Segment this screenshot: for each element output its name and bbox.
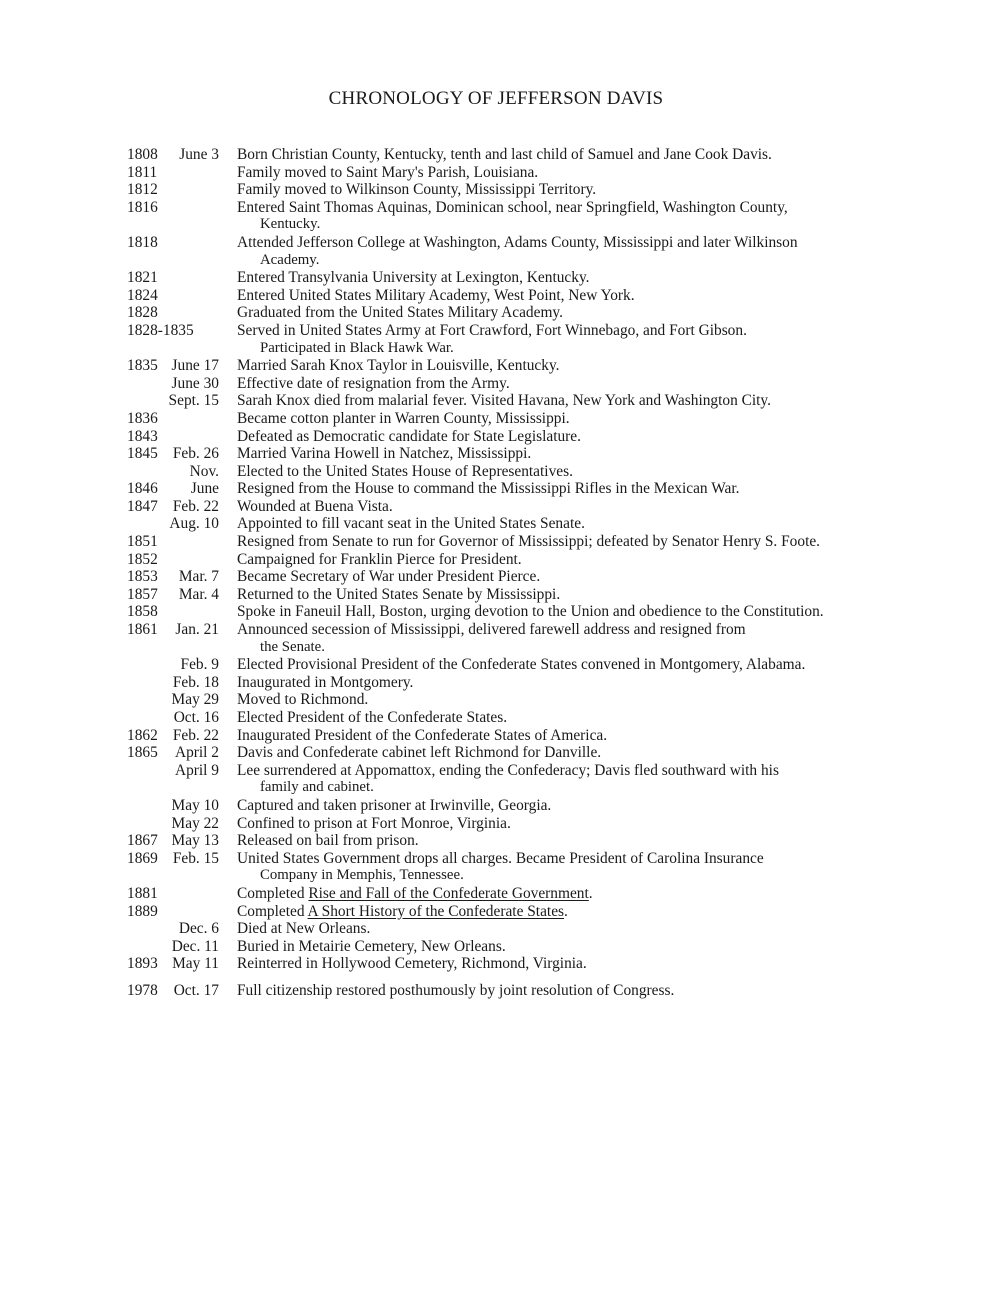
entry-text-end: . bbox=[588, 884, 593, 902]
entry-text: Served in United States Army at Fort Crawford, Fort Winnebago, and Fort Gibson. bbox=[237, 321, 747, 339]
entry-description bbox=[237, 164, 827, 182]
entry-date: Feb. 22 bbox=[172, 497, 219, 515]
chronology-entry bbox=[127, 181, 827, 199]
entry-text: Entered Saint Thomas Aquinas, Dominican school, near Springfield, Washington County, bbox=[237, 198, 788, 216]
entry-description bbox=[237, 621, 827, 656]
entry-date: Mar. 7 bbox=[178, 568, 219, 586]
entry-description bbox=[237, 287, 827, 305]
entry-continuation: Company in Memphis, Tennessee. bbox=[260, 867, 464, 884]
entry-description bbox=[237, 428, 827, 446]
chronology-entry bbox=[127, 322, 827, 357]
entry-year: 1828-1835 bbox=[127, 321, 194, 339]
entry-text: Appointed to fill vacant seat in the United States Senate. bbox=[237, 515, 585, 533]
chronology-entry bbox=[127, 146, 827, 164]
entry-text: Died at New Orleans. bbox=[237, 920, 371, 938]
entry-description bbox=[237, 982, 827, 1000]
book-title: Rise and Fall of the Confederate Government bbox=[308, 884, 589, 902]
entry-date: Feb. 22 bbox=[172, 726, 219, 744]
entry-description bbox=[237, 304, 827, 322]
entry-date: June 30 bbox=[171, 374, 219, 392]
entry-description bbox=[237, 762, 827, 797]
entry-date: May 11 bbox=[172, 955, 219, 973]
entry-description bbox=[237, 551, 827, 569]
entry-description bbox=[237, 850, 827, 885]
entry-description bbox=[237, 533, 827, 551]
entry-description bbox=[237, 375, 827, 393]
entry-year: 1824 bbox=[127, 286, 158, 304]
entry-description bbox=[237, 480, 827, 498]
entry-description bbox=[237, 146, 827, 164]
chronology-entry bbox=[127, 480, 827, 498]
chronology-entry bbox=[127, 850, 827, 885]
chronology-entry bbox=[127, 515, 827, 533]
entry-date: April 9 bbox=[174, 761, 219, 779]
entry-year: 1893 bbox=[127, 955, 158, 973]
chronology-entry bbox=[127, 920, 827, 938]
entry-year: 1853 bbox=[127, 568, 158, 586]
entry-text: Campaigned for Franklin Pierce for President. bbox=[237, 550, 522, 568]
entry-text: Elected to the United States House of Representatives. bbox=[237, 462, 573, 480]
entry-text: Became Secretary of War under President Pierce. bbox=[237, 568, 541, 586]
entry-year: 1821 bbox=[127, 269, 158, 287]
entry-year: 1852 bbox=[127, 550, 158, 568]
entry-text: Attended Jefferson College at Washington, Adams County, Mississippi and later Wilkinson bbox=[237, 233, 798, 251]
entry-text: Buried in Metairie Cemetery, New Orleans. bbox=[237, 937, 506, 955]
entry-description bbox=[237, 691, 827, 709]
entry-text: Inaugurated President of the Confederate States of America. bbox=[237, 726, 608, 744]
entry-description bbox=[237, 410, 827, 428]
page-title: CHRONOLOGY OF JEFFERSON DAVIS bbox=[328, 88, 664, 109]
entry-date: Oct. 17 bbox=[173, 981, 219, 999]
entry-description bbox=[237, 515, 827, 533]
entry-date: June 3 bbox=[179, 146, 219, 163]
entry-description bbox=[237, 920, 827, 938]
chronology-entry bbox=[127, 762, 827, 797]
chronology-entry bbox=[127, 832, 827, 850]
chronology-entry bbox=[127, 428, 827, 446]
book-title: A Short History of the Confederate States bbox=[307, 902, 565, 920]
entry-year: 1851 bbox=[127, 533, 158, 551]
chronology-entry bbox=[127, 603, 827, 621]
entry-description bbox=[237, 269, 827, 287]
entry-description bbox=[237, 797, 827, 815]
entry-text: Family moved to Wilkinson County, Mississippi Territory. bbox=[237, 181, 597, 199]
entry-year: 1867 bbox=[127, 832, 158, 850]
chronology-entry bbox=[127, 938, 827, 956]
chronology-entry bbox=[127, 903, 827, 921]
chronology-entry bbox=[127, 568, 827, 586]
chronology-entry bbox=[127, 885, 827, 903]
entry-year: 1862 bbox=[127, 726, 158, 744]
entry-description bbox=[237, 445, 827, 463]
entry-description bbox=[237, 903, 827, 921]
entry-continuation: Participated in Black Hawk War. bbox=[260, 339, 454, 356]
entry-year: 1861 bbox=[127, 621, 158, 639]
entry-description bbox=[237, 199, 827, 234]
entry-date: Nov. bbox=[189, 462, 219, 480]
entry-text: Davis and Confederate cabinet left Richmond for Danville. bbox=[237, 744, 602, 762]
chronology-entry bbox=[127, 533, 827, 551]
entry-text: Entered Transylvania University at Lexington, Kentucky. bbox=[237, 269, 590, 287]
entry-year: 1846 bbox=[127, 480, 158, 498]
entry-text: Captured and taken prisoner at Irwinville, Georgia. bbox=[237, 796, 552, 814]
entry-year: 1865 bbox=[127, 744, 158, 762]
entry-continuation: Academy. bbox=[260, 251, 320, 268]
entry-description bbox=[237, 181, 827, 199]
chronology-entry bbox=[127, 269, 827, 287]
entry-date: Oct. 16 bbox=[173, 709, 219, 726]
entry-description bbox=[237, 885, 827, 903]
entry-year: 1828 bbox=[127, 304, 158, 322]
entry-text: Completed bbox=[237, 884, 309, 902]
entry-description bbox=[237, 234, 827, 269]
entry-text: Effective date of resignation from the Army. bbox=[237, 374, 510, 392]
entry-text: Moved to Richmond. bbox=[237, 691, 369, 709]
entry-text: Spoke in Faneuil Hall, Boston, urging devotion to the Union and obedience to the Constitution. bbox=[237, 603, 824, 621]
entry-description bbox=[237, 586, 827, 604]
entry-text: Announced secession of Mississippi, delivered farewell address and resigned from bbox=[237, 621, 746, 639]
entry-text: Lee surrendered at Appomattox, ending the Confederacy; Davis fled southward with his bbox=[237, 761, 779, 779]
entry-text: Returned to the United States Senate by Mississippi. bbox=[237, 585, 561, 603]
chronology-entry bbox=[127, 982, 827, 1000]
entry-text: Family moved to Saint Mary's Parish, Louisiana. bbox=[237, 163, 539, 181]
entry-description bbox=[237, 568, 827, 586]
entry-text: Became cotton planter in Warren County, Mississippi. bbox=[237, 409, 570, 427]
entry-text: Elected Provisional President of the Confederate States convened in Montgomery, Alabama. bbox=[237, 656, 806, 674]
entry-date: May 22 bbox=[171, 814, 219, 832]
entry-description bbox=[237, 603, 827, 621]
chronology-entry bbox=[127, 357, 827, 375]
entry-text: Entered United States Military Academy, West Point, New York. bbox=[237, 286, 635, 304]
entry-description bbox=[237, 322, 827, 357]
entry-year: 1818 bbox=[127, 233, 158, 251]
entry-year: 1835 bbox=[127, 357, 158, 375]
chronology-entry bbox=[127, 656, 827, 674]
entry-description bbox=[237, 815, 827, 833]
entry-continuation: family and cabinet. bbox=[260, 779, 374, 796]
entry-description bbox=[237, 357, 827, 375]
entry-text: Defeated as Democratic candidate for State Legislature. bbox=[237, 427, 581, 445]
entry-description bbox=[237, 656, 827, 674]
entry-year: 1858 bbox=[127, 603, 158, 621]
entry-continuation: Kentucky. bbox=[260, 216, 321, 233]
entry-year: 1812 bbox=[127, 181, 158, 199]
entry-description bbox=[237, 955, 827, 973]
entry-date: Mar. 4 bbox=[178, 585, 219, 603]
entry-date: Aug. 10 bbox=[169, 515, 219, 533]
entry-date: June bbox=[190, 480, 219, 498]
chronology-entry bbox=[127, 815, 827, 833]
entry-date: Feb. 15 bbox=[172, 849, 219, 867]
entry-date: Dec. 11 bbox=[171, 937, 219, 955]
chronology-list bbox=[127, 146, 827, 1000]
chronology-entry bbox=[127, 744, 827, 762]
entry-date: Feb. 9 bbox=[180, 656, 219, 674]
entry-text: Released on bail from prison. bbox=[237, 832, 419, 850]
entry-date: Feb. 26 bbox=[172, 445, 219, 463]
entry-description bbox=[237, 463, 827, 481]
entry-date: May 29 bbox=[171, 691, 219, 709]
entry-year: 1811 bbox=[127, 163, 158, 181]
chronology-entry bbox=[127, 709, 827, 727]
entry-text: Full citizenship restored posthumously by joint resolution of Congress. bbox=[237, 981, 675, 999]
entry-date: May 10 bbox=[171, 796, 219, 814]
entry-year: 1843 bbox=[127, 427, 158, 445]
entry-description bbox=[237, 938, 827, 956]
entry-text: Married Varina Howell in Natchez, Mississippi. bbox=[237, 445, 532, 463]
chronology-entry bbox=[127, 410, 827, 428]
entry-continuation: the Senate. bbox=[260, 638, 325, 655]
entry-year: 1869 bbox=[127, 849, 158, 867]
entry-text: Completed bbox=[237, 902, 308, 920]
entry-text: Born Christian County, Kentucky, tenth and last child of Samuel and Jane Cook Davis. bbox=[237, 146, 772, 163]
entry-date: Feb. 18 bbox=[172, 673, 219, 691]
entry-text: Sarah Knox died from malarial fever. Visited Havana, New York and Washington City. bbox=[237, 392, 771, 410]
entry-date: May 13 bbox=[171, 832, 219, 850]
chronology-entry bbox=[127, 498, 827, 516]
entry-description bbox=[237, 709, 827, 727]
entry-year: 1836 bbox=[127, 409, 158, 427]
chronology-entry bbox=[127, 797, 827, 815]
chronology-entry bbox=[127, 392, 827, 410]
entry-text: United States Government drops all charges. Became President of Carolina Insurance bbox=[237, 849, 764, 867]
chronology-entry bbox=[127, 727, 827, 745]
chronology-entry bbox=[127, 199, 827, 234]
entry-text-end: . bbox=[564, 902, 568, 920]
entry-year: 1857 bbox=[127, 585, 158, 603]
entry-description bbox=[237, 727, 827, 745]
entry-description bbox=[237, 744, 827, 762]
chronology-entry bbox=[127, 287, 827, 305]
entry-text: Confined to prison at Fort Monroe, Virginia. bbox=[237, 814, 511, 832]
chronology-entry bbox=[127, 691, 827, 709]
entry-description bbox=[237, 674, 827, 692]
chronology-entry bbox=[127, 375, 827, 393]
entry-year: 1889 bbox=[127, 902, 158, 920]
entry-year: 1845 bbox=[127, 445, 158, 463]
chronology-entry bbox=[127, 445, 827, 463]
chronology-entry bbox=[127, 955, 827, 973]
entry-date: Jan. 21 bbox=[175, 621, 219, 639]
entry-text: Elected President of the Confederate States. bbox=[237, 709, 508, 726]
entry-text: Inaugurated in Montgomery. bbox=[237, 673, 414, 691]
entry-text: Resigned from Senate to run for Governor of Mississippi; defeated by Senator Henry S. Foote. bbox=[237, 533, 821, 551]
chronology-entry bbox=[127, 551, 827, 569]
entry-date: Sept. 15 bbox=[168, 392, 219, 410]
entry-text: Reinterred in Hollywood Cemetery, Richmond, Virginia. bbox=[237, 955, 587, 973]
entry-year: 1808 bbox=[127, 146, 158, 163]
entry-description bbox=[237, 498, 827, 516]
entry-year: 1847 bbox=[127, 497, 158, 515]
entry-text: Wounded at Buena Vista. bbox=[237, 497, 393, 515]
entry-text: Married Sarah Knox Taylor in Louisville, Kentucky. bbox=[237, 357, 560, 375]
entry-year: 1881 bbox=[127, 884, 158, 902]
entry-text: Resigned from the House to command the Mississippi Rifles in the Mexican War. bbox=[237, 480, 740, 498]
entry-date: June 17 bbox=[171, 357, 219, 375]
entry-date: Dec. 6 bbox=[178, 920, 219, 938]
chronology-entry bbox=[127, 463, 827, 481]
entry-year: 1816 bbox=[127, 198, 158, 216]
chronology-entry bbox=[127, 586, 827, 604]
chronology-entry bbox=[127, 234, 827, 269]
chronology-entry bbox=[127, 164, 827, 182]
entry-date: April 2 bbox=[174, 744, 219, 762]
chronology-entry bbox=[127, 304, 827, 322]
entry-text: Graduated from the United States Military Academy. bbox=[237, 304, 563, 322]
entry-description bbox=[237, 392, 827, 410]
chronology-entry bbox=[127, 621, 827, 656]
chronology-entry bbox=[127, 674, 827, 692]
entry-description bbox=[237, 832, 827, 850]
entry-year: 1978 bbox=[127, 981, 158, 999]
